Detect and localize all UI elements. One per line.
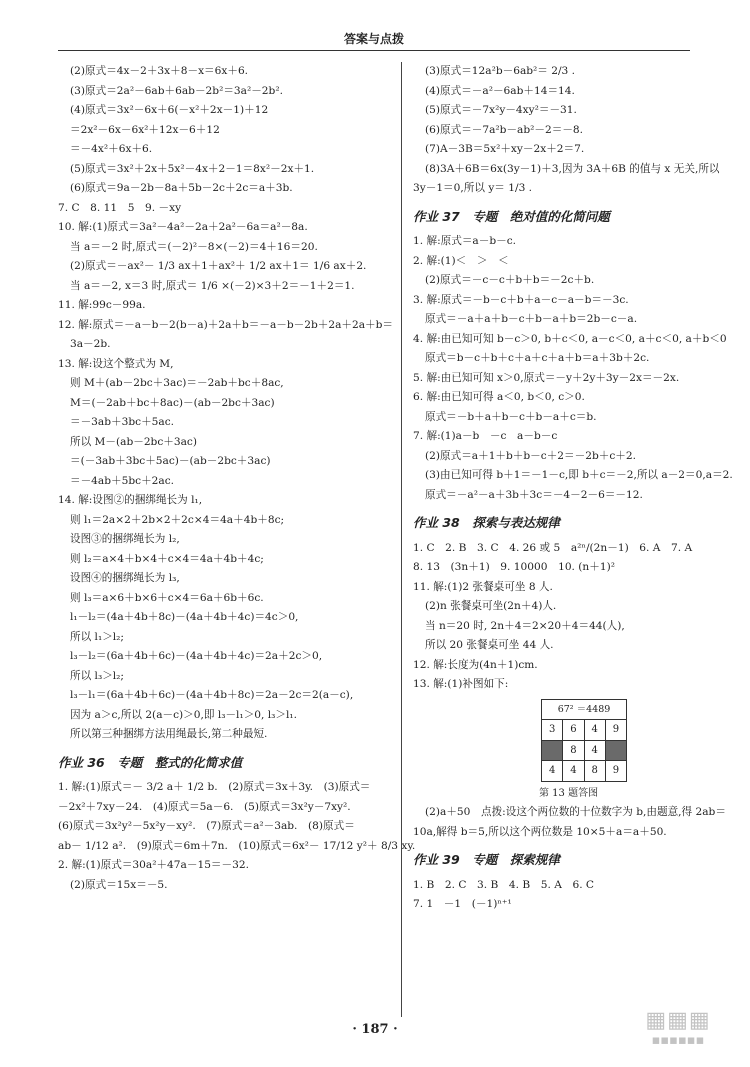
section-heading: 作业 39 专题 探索规律 <box>413 852 560 867</box>
answer-line: 原式＝b－c＋b＋c＋a＋c＋a＋b＝a＋3b＋2c. <box>425 352 650 364</box>
answer-line: (2)n 张餐桌可坐(2n＋4)人. <box>425 600 557 612</box>
section-heading: 作业 36 专题 整式的化简求值 <box>58 754 243 770</box>
answer-line: 1. 解:原式＝a－b－c. <box>413 235 517 247</box>
answer-line: 所以 M－(ab－2bc＋3ac) <box>70 435 197 448</box>
section-heading: 作业 38 探索与表达规律 <box>413 515 560 530</box>
answer-line: 则 l₁＝2a×2＋2b×2＋2c×4＝4a＋4b＋8c; <box>70 513 285 526</box>
answer-line: (2)原式＝－c－c＋b＋b＝－2c＋b. <box>425 274 595 286</box>
running-header: 答案与点拨 <box>343 32 404 46</box>
answer-line: ＝－4x²＋6x＋6. <box>70 143 153 155</box>
section-heading: 作业 37 专题 绝对值的化简问题 <box>413 208 610 224</box>
grid-shaded-cell <box>605 740 626 761</box>
answer-line: 3a－2b. <box>70 338 111 350</box>
answer-line: 1. B 2. C 3. B 4. B 5. A 6. C <box>413 878 595 891</box>
answer-line: (5)原式＝－7x²y－4xy²＝－31. <box>425 104 577 116</box>
answer-line: ＝(－3ab＋3bc＋5ac)－(ab－2bc＋3ac) <box>70 455 271 467</box>
answer-line: 当 a＝－2, x＝3 时,原式＝ 1/6 ×(－2)×3＋2＝－1＋2＝1. <box>70 279 355 292</box>
answer-line: l₁－l₂＝(4a＋4b＋8c)－(4a＋4b＋4c)＝4c＞0, <box>70 611 299 623</box>
answer-line: (3)原式＝12a²b－6ab²＝ 2/3 . <box>425 65 576 77</box>
answer-line: (3)由已知可得 b＋1＝－1－c,即 b＋c＝－2,所以 a－2＝0,a＝2. <box>425 469 733 481</box>
answer-line: (2)a＋50 点拨:设这个两位数的十位数字为 b,由题意,得 2ab＝ <box>425 806 726 818</box>
grid-cell: 9 <box>605 761 626 782</box>
answer-line: 7. 1 －1 (－1)ⁿ⁺¹ <box>413 898 512 910</box>
answer-line: (6)原式＝9a－2b－8a＋5b－2c＋2c＝a＋3b. <box>70 182 293 194</box>
answer-line: 7. 解:(1)a－b －c a－b－c <box>413 430 558 442</box>
answer-line: ＝－3ab＋3bc＋5ac. <box>70 416 175 428</box>
answer-line: 当 a＝－2 时,原式＝(－2)²－8×(－2)＝4＋16＝20. <box>70 240 318 253</box>
answer-line: (7)A－3B＝5x²＋xy－2x＋2＝7. <box>425 143 585 155</box>
grid-cell: 3 <box>542 720 563 741</box>
answer-line: ab－ 1/12 a². (9)原式＝6m＋7n. (10)原式＝6x²－ 17/12 y²＋ 8/3 xy. <box>58 839 416 852</box>
page-number: · 187 · <box>352 1022 398 1037</box>
answer-line: 3. 解:原式＝－b－c＋b＋a－c－a－b＝－3c. <box>413 293 629 306</box>
answer-line: 原式＝－a²－a＋3b＋3c＝－4－2－6＝－12. <box>425 488 643 501</box>
grid-shaded-cell <box>542 740 563 761</box>
grid-cell: 4 <box>584 740 605 761</box>
answer-line: (8)3A＋6B＝6x(3y－1)＋3,因为 3A＋6B 的值与 x 无关,所以 <box>425 162 720 175</box>
answer-line: 设图④的捆绑绳长为 l₃, <box>70 572 180 584</box>
answer-line: (6)原式＝－7a²b－ab²－2＝－8. <box>425 123 584 136</box>
answer-line: (4)原式＝－a²－6ab＋14＝14. <box>425 84 575 97</box>
answer-line: (6)原式＝3x²y²－5x²y－xy². (7)原式＝a²－3ab. (8)原式＝ <box>58 820 355 832</box>
figure-13-caption: 第 13 题答图 <box>539 787 599 799</box>
answer-line: 12. 解:原式＝－a－b－2(b－a)＋2a＋b＝－a－b－2b＋2a＋2a＋b＝ <box>58 318 394 331</box>
answer-line: l₃－l₂＝(6a＋4b＋6c)－(4a＋4b＋4c)＝2a＋2c＞0, <box>70 650 323 662</box>
answer-line: 10. 解:(1)原式＝3a²－4a²－2a＋2a²－6a＝a²－8a. <box>58 221 308 233</box>
answer-line: (2)原式＝a＋1＋b＋b－c＋2＝－2b＋c＋2. <box>425 449 636 462</box>
header-rule <box>58 50 690 51</box>
answer-line: 设图③的捆绑绳长为 l₂, <box>70 533 180 545</box>
answer-line: (3)原式＝2a²－6ab＋6ab－2b²＝3a²－2b². <box>70 84 283 97</box>
answer-line: 6. 解:由已知可得 a＜0, b＜0, c＞0. <box>413 391 585 403</box>
answer-line: 当 n＝20 时, 2n＋4＝2×20＋4＝44(人), <box>425 619 625 632</box>
answer-line: 所以 l₁＞l₂; <box>70 630 124 643</box>
grid-cell: 8 <box>584 761 605 782</box>
answer-line: (4)原式＝3x²－6x＋6(－x²＋2x－1)＋12 <box>70 104 269 116</box>
answer-line: M＝(－2ab＋bc＋8ac)－(ab－2bc＋3ac) <box>70 396 275 409</box>
answer-line: 则 l₃＝a×6＋b×6＋c×4＝6a＋6b＋6c. <box>70 591 264 604</box>
answer-line: 12. 解:长度为(4n＋1)cm. <box>413 658 538 671</box>
answer-line: 2. 解:(1)＜ ＞ ＜ <box>413 254 509 267</box>
answer-line: 则 M＋(ab－2bc＋3ac)＝－2ab＋bc＋8ac, <box>70 377 284 389</box>
answer-line: 1. 解:(1)原式＝－ 3/2 a＋ 1/2 b. (2)原式＝3x＋3y. (3)原式＝ <box>58 781 371 793</box>
left-column <box>58 62 416 895</box>
grid-cell: 4 <box>542 761 563 782</box>
answer-line: 1. C 2. B 3. C 4. 26 或 5 a²ⁿ/(2n－1) 6. A 7. A <box>413 541 693 554</box>
answer-line: 13. 解:设这个整式为 M, <box>58 357 174 370</box>
answer-line: (2)原式＝4x－2＋3x＋8－x＝6x＋6. <box>70 65 249 77</box>
answer-line: (2)原式＝－ax²－ 1/3 ax＋1＋ax²＋ 1/2 ax＋1＝ 1/6 ax＋2. <box>70 260 367 272</box>
right-column-top <box>413 62 743 695</box>
answer-line: 所以 20 张餐桌可坐 44 人. <box>425 639 554 651</box>
answer-line: 14. 解:设图②的捆绑绳长为 l₁, <box>58 494 203 506</box>
answer-line: 因为 a＞c,所以 2(a－c)＞0,即 l₃－l₁＞0, l₃＞l₁. <box>70 708 297 721</box>
right-column-bottom <box>413 803 743 915</box>
answer-line: ＝2x²－6x－6x²＋12x－6＋12 <box>70 123 220 136</box>
answer-line: 4. 解:由已知可知 b－c＞0, b＋c＜0, a－c＜0, a＋c＜0, a＋b＜0 <box>413 332 727 345</box>
right-column <box>413 62 743 915</box>
answer-line: 7. C 8. 11 5 9. －xy <box>58 201 182 214</box>
answer-line: 原式＝－b＋a＋b－c＋b－a＋c＝b. <box>425 410 597 423</box>
figure-13-grid <box>541 699 627 782</box>
grid-cell: 8 <box>563 740 584 761</box>
grid-cell: 4 <box>584 720 605 741</box>
answer-line: 5. 解:由已知可知 x＞0,原式＝－y＋2y＋3y－2x＝－2x. <box>413 371 680 384</box>
grid-cell: 4 <box>563 761 584 782</box>
answer-line: l₃－l₁＝(6a＋4b＋6c)－(4a＋4b＋8c)＝2a－2c＝2(a－c), <box>70 689 354 701</box>
answer-line: －2x²＋7xy－24. (4)原式＝5a－6. (5)原式＝3x²y－7xy². <box>58 800 351 813</box>
watermark-logo: ▦▦▦ ▪▪▪▪▪▪ <box>645 1008 711 1048</box>
answer-line: 原式＝－a＋a＋b－c＋b－a＋b＝2b－c－a. <box>425 313 638 325</box>
answer-line: 所以 l₃＞l₂; <box>70 669 124 682</box>
answer-line: 11. 解:(1)2 张餐桌可坐 8 人. <box>413 580 553 593</box>
grid-top-cell: 67² ＝4489 <box>542 699 627 720</box>
answer-line: 11. 解:99c－99a. <box>58 299 146 311</box>
column-divider <box>401 62 402 1017</box>
answer-line: 2. 解:(1)原式＝30a²＋47a－15＝－32. <box>58 859 249 871</box>
figure-13 <box>541 699 743 782</box>
answer-line: 8. 13 (3n＋1) 9. 10000 10. (n＋1)² <box>413 561 615 573</box>
answer-line: (2)原式＝15x＝－5. <box>70 878 168 891</box>
answer-line: 13. 解:(1)补图如下: <box>413 678 509 690</box>
answer-line: 则 l₂＝a×4＋b×4＋c×4＝4a＋4b＋4c; <box>70 552 264 565</box>
grid-cell: 6 <box>563 720 584 741</box>
grid-cell: 9 <box>605 720 626 741</box>
answer-line: 3y－1＝0,所以 y＝ 1/3 . <box>413 182 533 194</box>
answer-line: 所以第三种捆绑方法用绳最长,第二种最短. <box>70 728 268 740</box>
answer-line: 10a,解得 b＝5,所以这个两位数是 10×5＋a＝a＋50. <box>413 825 667 838</box>
answer-line: ＝－4ab＋5bc＋2ac. <box>70 474 175 487</box>
answer-line: (5)原式＝3x²＋2x＋5x²－4x＋2－1＝8x²－2x＋1. <box>70 162 315 175</box>
